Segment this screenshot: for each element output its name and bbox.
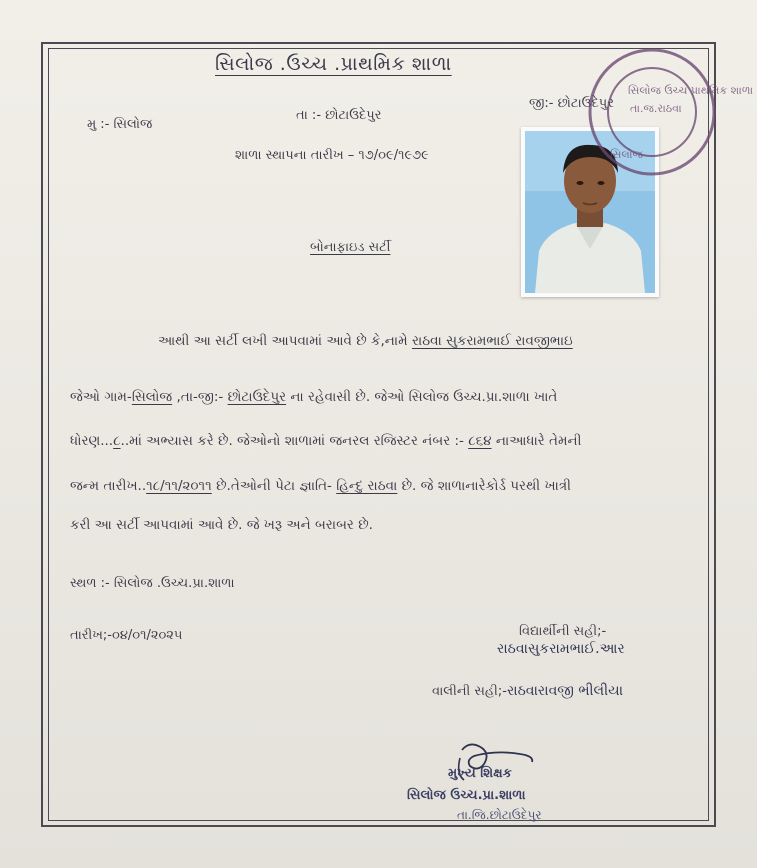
date-of-birth: ૧૮/૧૧/૨૦૧૧ [146,478,212,494]
guardian-signature: રાઠવારાવજી ભીલીયા [506,683,624,699]
seal-center-text: તા.જ.રાઠવા [630,102,682,115]
line2-text-b: ,તા-જી:- [172,389,228,405]
taluka-label: તા :- છોટાઉદેપુર [296,108,382,123]
line2-text-c: ના રહેવાસી છે. જેઓ સિલોજ ઉચ્ચ.પ્રા.શાળા ખાતે [286,389,558,405]
line3-text-b: ..માં અભ્યાસ કરે છે. જેઓનો શાળામાં જનરલ રજિસ્ટર નંબર :- [120,433,469,449]
line3-text-c: નાઆધારે તેમની [491,433,582,449]
headmaster-place: તા.જિ.છોટાઉદેપુર [457,808,542,822]
certificate-line-5: કરી આ સર્ટી આપવામાં આવે છે. જે ખરૂ અને બરાબર છે. [70,517,373,533]
headmaster-school: સિલોજ ઉચ્ચ.પ્રા.શાળા [407,788,526,803]
line1-text: આથી આ સર્ટી લખી આપવામાં આવે છે કે,નામે [158,333,412,349]
issue-date: તારીખ;-૦૪/૦૧/૨૦૨૫ [70,628,183,643]
certificate-heading: બોનાફાઇડ સર્ટી [310,240,391,255]
guardian-sign-label [432,683,623,699]
certificate-line-2 [70,389,557,405]
village-label: મુ :- સિલોજ [87,117,153,132]
headmaster-title: મુખ્ય શિક્ષક [448,766,512,781]
school-seal [570,40,754,170]
establishment-date: શાળા સ્થાપના તારીખ – ૧૭/૦૯/૧૯૭૯ [235,148,429,163]
district-label: જી:- છોટાઉદેપુર [529,96,614,111]
line2-text-a: જેઓ ગામ- [70,389,132,405]
line3-text-a: ધોરણ... [70,433,114,449]
standard-number: ૮ [113,433,121,449]
line4-text-c: છે. જે શાળાનારેકોર્ડ પરથી ખાત્રી [397,478,572,494]
line4-text-a: જન્મ તારીખ.. [70,478,147,494]
place-label: સ્થળ :- સિલોજ .ઉચ્ચ.પ્રા.શાળા [70,576,235,591]
register-number: ૮૬૪ [468,433,492,449]
certificate-line-4 [70,478,571,494]
certificate-line-3 [70,433,581,449]
student-sign-label: વિદ્યાર્થીની સહી;- [519,624,607,639]
village-name: સિલોજ [131,389,173,405]
taluka-name: છોટાઉદેપુર [227,389,287,405]
school-title: સિલોજ .ઉચ્ચ .પ્રાથમિક શાળા [215,53,452,75]
guardian-label-text: વાલીની સહી;- [432,684,507,699]
seal-bottom-text: સિલોજ [610,148,643,161]
student-name: રાઠવા સુકરામભાઈ રાવજીભાઇ [411,333,573,349]
student-signature: રાઠવાસુકરામભાઈ.આર [497,641,625,657]
line4-text-b: છે.તેઓની પેટા જ્ઞાતિ- [211,478,337,494]
caste-name: હિન્દુ રાઠવા [336,478,398,494]
seal-top-text: સિલોજ ઉચ્ચ પ્રાથમિક શાળા [628,84,754,97]
certificate-line-1 [158,333,573,349]
